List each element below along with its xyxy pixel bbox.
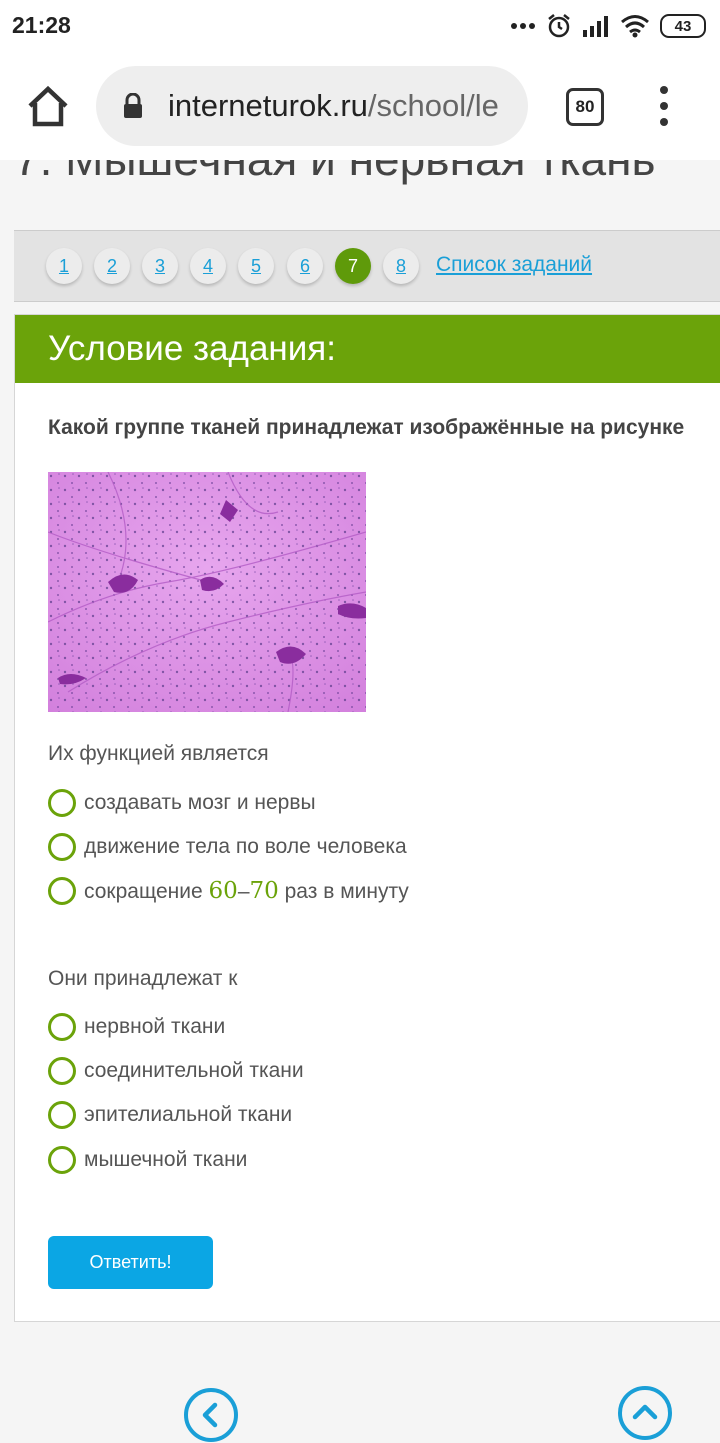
option-label: соединительной ткани bbox=[84, 1059, 304, 1082]
dash: – bbox=[237, 880, 250, 903]
tab-switcher-button[interactable]: 80 bbox=[566, 88, 604, 126]
radio-button[interactable] bbox=[48, 1057, 76, 1085]
signal-icon bbox=[582, 15, 610, 37]
radio-button[interactable] bbox=[48, 877, 76, 905]
tissue-option-3[interactable] bbox=[48, 1100, 292, 1130]
function-option-1[interactable] bbox=[48, 788, 316, 818]
page-link-2[interactable]: 2 bbox=[94, 248, 130, 284]
more-dots-icon bbox=[510, 22, 536, 30]
status-bar bbox=[0, 0, 720, 52]
micrograph-image bbox=[48, 472, 366, 712]
scroll-up-icon bbox=[622, 1390, 668, 1436]
radio-button[interactable] bbox=[48, 833, 76, 861]
address-bar[interactable] bbox=[96, 66, 528, 146]
radio-button[interactable] bbox=[48, 1013, 76, 1041]
number-70: 70 bbox=[249, 878, 279, 904]
url-path: /school/le bbox=[367, 88, 499, 123]
function-option-2[interactable] bbox=[48, 832, 407, 862]
page-link-5[interactable]: 5 bbox=[238, 248, 274, 284]
page-link-3[interactable]: 3 bbox=[142, 248, 178, 284]
tissue-option-2[interactable] bbox=[48, 1056, 304, 1086]
battery-icon: 43 bbox=[660, 14, 706, 38]
option-label: создавать мозг и нервы bbox=[84, 791, 316, 814]
page-link-1[interactable]: 1 bbox=[46, 248, 82, 284]
option-label: движение тела по воле человека bbox=[84, 835, 407, 858]
home-icon[interactable] bbox=[22, 80, 74, 132]
function-option-3[interactable] bbox=[48, 876, 409, 906]
task-list-link[interactable]: Список заданий bbox=[436, 253, 593, 276]
page-link-8[interactable]: 8 bbox=[383, 248, 419, 284]
radio-button[interactable] bbox=[48, 1146, 76, 1174]
radio-button[interactable] bbox=[48, 789, 76, 817]
back-arrow-icon bbox=[188, 1392, 234, 1438]
clock: 21:28 bbox=[12, 12, 71, 38]
option-text-before: сокращение bbox=[84, 880, 209, 903]
scroll-up-button[interactable] bbox=[618, 1386, 672, 1440]
function-question: Их функцией является bbox=[48, 742, 269, 765]
alarm-icon bbox=[546, 13, 572, 39]
menu-kebab-icon[interactable] bbox=[654, 86, 674, 126]
tissue-question: Они принадлежат к bbox=[48, 967, 238, 990]
lock-icon bbox=[122, 93, 144, 119]
submit-answer-button[interactable]: Ответить! bbox=[48, 1236, 213, 1289]
task-pagination bbox=[14, 230, 720, 302]
number-60: 60 bbox=[208, 878, 238, 904]
page-link-7[interactable]: 7 bbox=[335, 248, 371, 284]
url-text bbox=[168, 88, 499, 124]
page-link-4[interactable]: 4 bbox=[190, 248, 226, 284]
option-label: эпителиальной ткани bbox=[84, 1103, 293, 1126]
task-header bbox=[15, 315, 720, 383]
nerve-cells-illustration bbox=[48, 472, 366, 712]
tissue-option-1[interactable] bbox=[48, 1012, 225, 1042]
option-text-after: раз в минуту bbox=[278, 880, 409, 903]
tissue-option-4[interactable] bbox=[48, 1145, 247, 1175]
browser-toolbar bbox=[0, 52, 720, 160]
option-label: мышечной ткани bbox=[84, 1148, 248, 1171]
wifi-icon bbox=[620, 14, 650, 38]
option-label: нервной ткани bbox=[84, 1015, 226, 1038]
task-card bbox=[14, 314, 720, 1322]
task-header-title: Условие задания: bbox=[48, 329, 336, 368]
option-label bbox=[84, 878, 409, 904]
radio-button[interactable] bbox=[48, 1101, 76, 1129]
back-button[interactable] bbox=[184, 1388, 238, 1442]
status-icons bbox=[510, 10, 706, 42]
url-domain: interneturok.ru bbox=[168, 88, 368, 123]
page-link-6[interactable]: 6 bbox=[287, 248, 323, 284]
question-text: Какой группе тканей принадлежат изображённые на рисунке bbox=[48, 416, 685, 439]
